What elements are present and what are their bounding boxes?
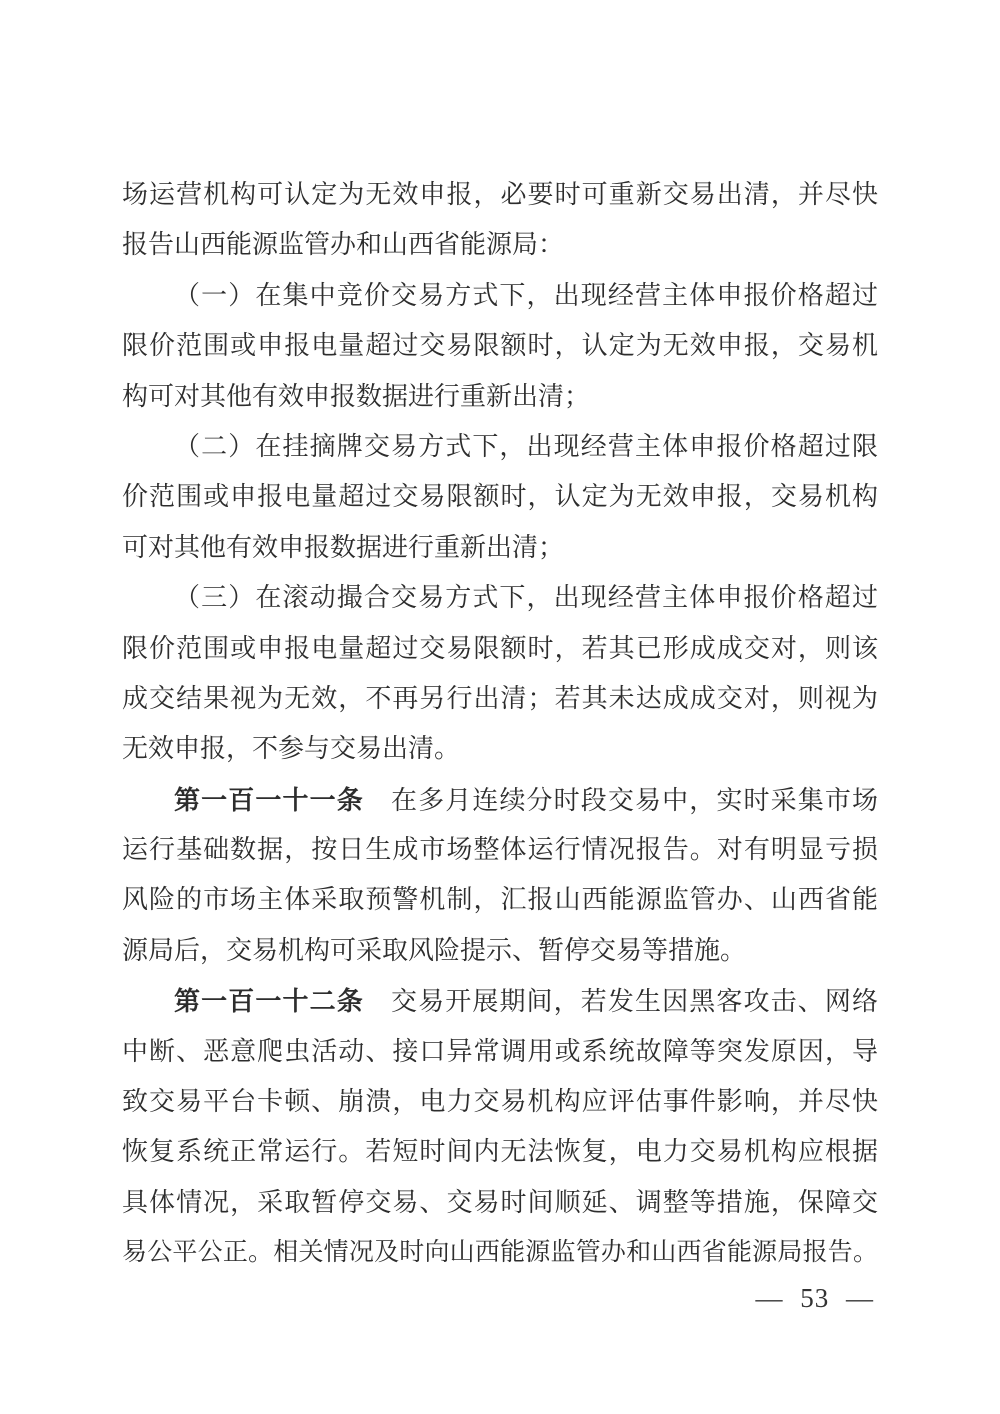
text-segment: 价范围或申报电量超过交易限额时，认定为无效申报，交易机构 xyxy=(122,482,878,512)
text-segment: 风险的市场主体采取预警机制，汇报山西能源监管办、山西省能 xyxy=(122,885,878,915)
text-line xyxy=(122,825,878,875)
paragraph xyxy=(122,573,878,775)
text-segment: 致交易平台卡顿、崩溃，电力交易机构应评估事件影响，并尽快 xyxy=(122,1087,878,1117)
text-line xyxy=(122,674,878,724)
text-segment: 交易开展期间，若发生因黑客攻击、网络 xyxy=(363,987,878,1017)
text-segment: 源局后，交易机构可采取风险提示、暂停交易等措施。 xyxy=(122,935,747,965)
paragraph xyxy=(122,170,878,271)
text-segment: （二）在挂摘牌交易方式下，出现经营主体申报价格超过限 xyxy=(174,431,878,461)
paragraph xyxy=(122,271,878,422)
text-line xyxy=(122,523,878,573)
text-line xyxy=(122,1077,878,1127)
page-number: — 53 — xyxy=(755,1283,874,1313)
text-segment: 具体情况，采取暂停交易、交易时间顺延、调整等措施，保障交 xyxy=(122,1187,878,1217)
document-body xyxy=(122,170,878,1279)
text-line xyxy=(122,573,878,623)
text-line xyxy=(122,220,878,270)
text-line xyxy=(122,976,878,1026)
text-line xyxy=(122,372,878,422)
text-line xyxy=(122,724,878,774)
text-segment: 场运营机构可认定为无效申报，必要时可重新交易出清，并尽快 xyxy=(122,180,878,209)
text-line xyxy=(122,1127,878,1177)
text-segment: 中断、恶意爬虫活动、接口异常调用或系统故障等突发原因，导 xyxy=(122,1036,878,1066)
text-line xyxy=(122,926,878,976)
text-segment: 在多月连续分时段交易中，实时采集市场 xyxy=(363,785,878,815)
text-segment: 易公平公正。相关情况及时向山西能源监管办和山西省能源局报告。 xyxy=(122,1239,878,1267)
text-line xyxy=(122,1228,878,1278)
article-number: 第一百一十二条 xyxy=(174,986,364,1017)
text-segment: 报告山西能源监管办和山西省能源局： xyxy=(122,230,565,260)
text-line xyxy=(122,875,878,925)
text-line xyxy=(122,1178,878,1228)
text-segment: （一）在集中竞价交易方式下，出现经营主体申报价格超过 xyxy=(174,280,878,310)
text-segment: 构可对其他有效申报数据进行重新出清； xyxy=(122,381,591,411)
paragraph xyxy=(122,775,878,977)
text-segment: 无效申报，不参与交易出清。 xyxy=(122,734,461,764)
text-line xyxy=(122,1027,878,1077)
paragraph xyxy=(122,976,878,1278)
text-line xyxy=(122,624,878,674)
text-segment: 成交结果视为无效，不再另行出清；若其未达成成交对，则视为 xyxy=(122,683,878,713)
text-line xyxy=(122,775,878,825)
text-segment: 限价范围或申报电量超过交易限额时，认定为无效申报，交易机 xyxy=(122,331,878,361)
text-line xyxy=(122,271,878,321)
text-line xyxy=(122,170,878,220)
paragraph xyxy=(122,422,878,573)
text-segment: （三）在滚动撮合交易方式下，出现经营主体申报价格超过 xyxy=(174,583,878,613)
article-number: 第一百一十一条 xyxy=(174,784,364,815)
text-line xyxy=(122,321,878,371)
text-segment: 限价范围或申报电量超过交易限额时，若其已形成成交对，则该 xyxy=(122,633,878,663)
text-segment: 恢复系统正常运行。若短时间内无法恢复，电力交易机构应根据 xyxy=(122,1137,878,1167)
text-segment: 可对其他有效申报数据进行重新出清； xyxy=(122,532,565,562)
text-segment: 运行基础数据，按日生成市场整体运行情况报告。对有明显亏损 xyxy=(122,835,878,865)
text-line xyxy=(122,472,878,522)
text-line xyxy=(122,422,878,472)
